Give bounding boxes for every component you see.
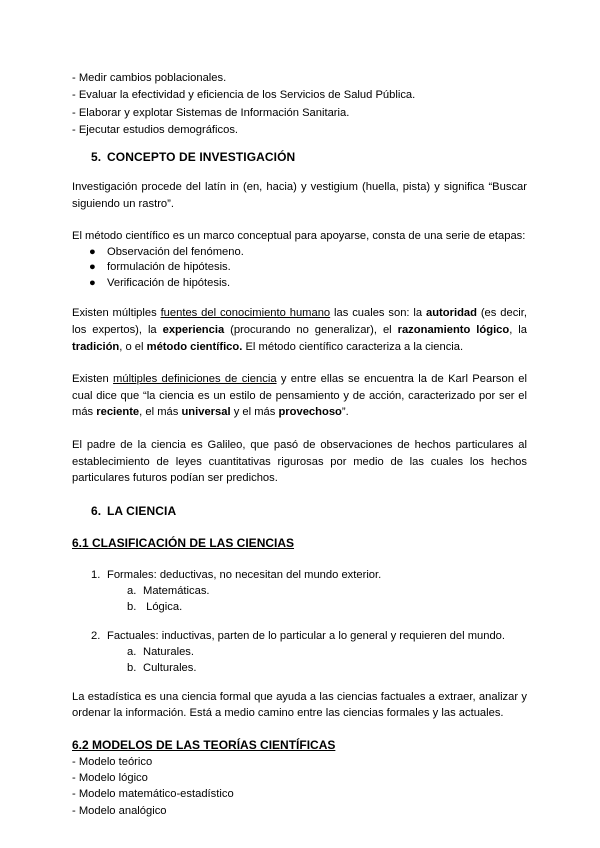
paragraph: El padre de la ciencia es Galileo, que pasó de observaciones de hechos particulares al establecimiento de leyes cuantitativas rigurosas por medio de las cuales los hechos particulares futuros podían ser predichos. [72,439,527,485]
steps-list [72,245,527,292]
document-page [72,70,527,819]
section-number: 6. [91,503,102,518]
subsection-heading: 6.1 CLASIFICACIÓN DE LAS CIENCIAS [72,535,295,550]
paragraph: Investigación procede del latín in (en, hacia) y vestigium (huella, pista) y significa “Buscar siguiendo un rastro”. [72,181,527,210]
list-item: - Modelo teórico [72,756,153,768]
section-5-heading [72,149,527,165]
section-6-heading [72,503,527,519]
list-item: - Medir cambios poblacionales. [72,72,227,84]
bullet-icon: ● [89,261,96,274]
list-item: a. Naturales. [127,645,194,658]
list-item: - Modelo analógico [72,804,167,817]
section-title: LA CIENCIA [107,503,177,518]
paragraph: Existen múltiples fuentes del conocimiento humano las cuales son: la autoridad (es decir, los expertos), la experiencia (procurando no generalizar), el razonamiento lógico, la tradición, o el método científico. El método científico caracteriza a la ciencia. [72,307,528,353]
list-item: - Evaluar la efectividad y eficiencia de los Servicios de Salud Pública. [72,89,416,102]
paragraph: La estadística es una ciencia formal que ayuda a las ciencias factuales a extraer, analizar y ordenar la información. Está a medio camino entre las ciencias formales y las actuales. [72,690,527,720]
paragraph: Existen múltiples definiciones de ciencia y entre ellas se encuentra la de Karl Pearson el cual dice que “la ciencia es un estilo de pensamiento y de acción, caracterizado por ser el más reciente, el más universal y el más provechoso”. [72,373,528,419]
section-number: 5. [91,150,102,165]
classification-list [72,567,527,676]
models-list [72,754,527,819]
list-item: 2. Factuales: inductivas, parten de lo particular a lo general y requieren del mundo. [91,629,506,642]
list-item: b. Lógica. [127,600,183,613]
list-item: - Modelo matemático-estadístico [72,788,234,801]
list-item: - Ejecutar estudios demográficos. [72,123,239,136]
paragraph: El método científico es un marco conceptual para apoyarse, consta de una serie de etapas: [72,230,526,243]
intro-list [72,70,527,139]
subsection-heading: 6.2 MODELOS DE LAS TEORÍAS CIENTÍFICAS [72,738,336,752]
list-item: ● Verificación de hipótesis. [72,276,527,292]
list-item: b. Culturales. [127,661,197,674]
list-item: ● Observación del fenómeno. [72,245,527,261]
list-item: 1. Formales: deductivas, no necesitan del mundo exterior. [91,568,382,581]
list-item: ● formulación de hipótesis. [72,260,527,276]
list-item: a. Matemáticas. [127,584,210,597]
bullet-icon: ● [89,276,96,289]
bullet-icon: ● [89,245,96,258]
section-title: CONCEPTO DE INVESTIGACIÓN [107,150,296,165]
list-item: - Modelo lógico [72,772,148,785]
list-item: - Elaborar y explotar Sistemas de Información Sanitaria. [72,106,350,119]
